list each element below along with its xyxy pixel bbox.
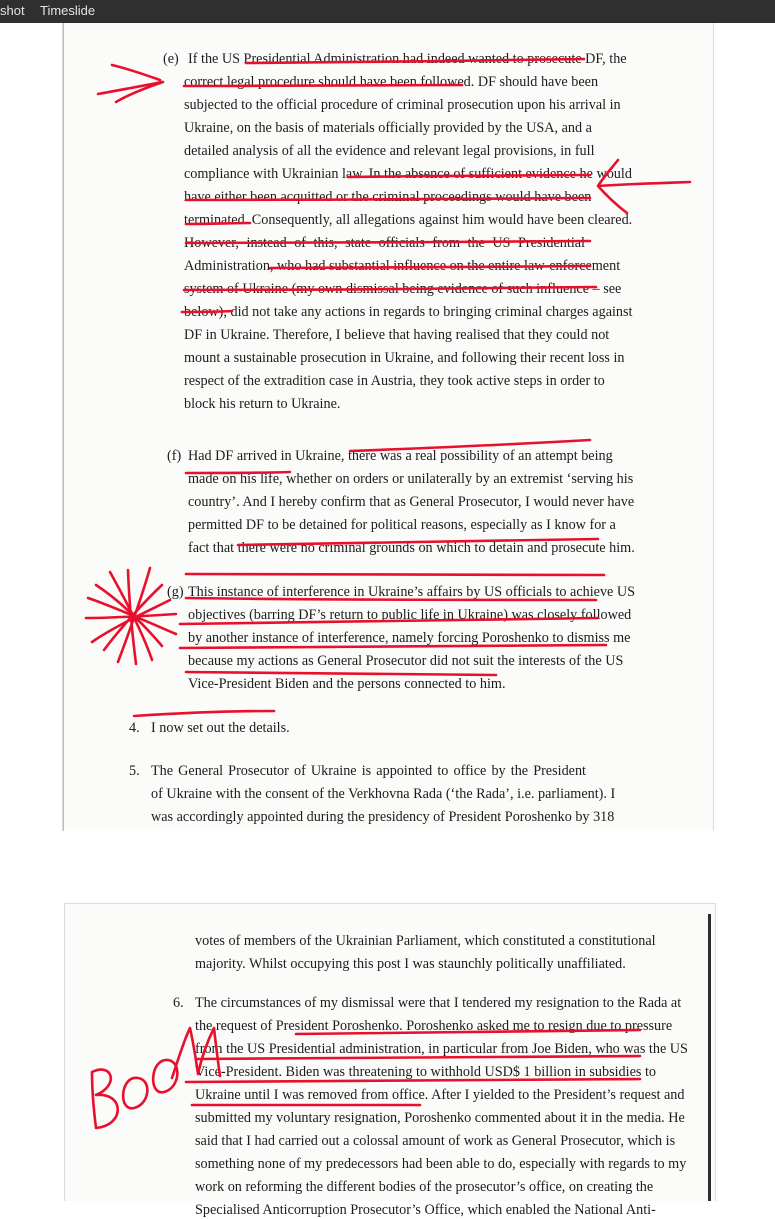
para-6-line-1: The circumstances of my dismissal were that I tendered my resignation to the Rada at [195, 995, 682, 1011]
para-5-line-1: The General Prosecutor of Ukraine is appointed to office by the President [151, 763, 586, 779]
para-e-line-1: If the US Presidential Administration had indeed wanted to prosecute DF, the [188, 51, 627, 67]
para-g-line-2: objectives (barring DF’s return to public life in Ukraine) was closely followed [188, 607, 632, 623]
para-e-line-16: block his return to Ukraine. [184, 396, 341, 412]
para-e-line-9: However, instead of this, state officials from the US Presidential [184, 235, 585, 251]
para-4-number: 4. [129, 720, 140, 736]
para-5-number: 5. [129, 763, 140, 779]
para-e-line-11: system of Ukraine (my own dismissal being evidence of such influence – see [184, 281, 622, 297]
menu-tab-timeslide[interactable]: Timeslide [40, 3, 96, 18]
para-g-line-3: by another instance of interference, namely forcing Poroshenko to dismiss me [188, 630, 631, 646]
para-6-line-4: Vice-President. Biden was threatening to withhold USD$ 1 billion in subsidies to [195, 1064, 656, 1080]
para-6-line-7: said that I had carried out a colossal amount of work as General Prosecutor, which is [195, 1133, 676, 1149]
page2-cont-line-1: votes of members of the Ukrainian Parliament, which constituted a constitutional [195, 933, 656, 949]
para-6-line-10: Specialised Anticorruption Prosecutor’s Office, which enabled the National Anti- [195, 1202, 656, 1218]
para-6-line-6: submitted my voluntary resignation, Poroshenko commented about it in the media. He [195, 1110, 685, 1126]
para-f-line-1: Had DF arrived in Ukraine, there was a real possibility of an attempt being [188, 448, 613, 464]
para-5-line-2: of Ukraine with the consent of the Verkhovna Rada (‘the Rada’, i.e. parliament). I [151, 786, 616, 802]
para-f-label: (f) [167, 448, 182, 464]
para-f-line-3: country’. And I hereby confirm that as General Prosecutor, I would never have [188, 494, 635, 510]
para-f-line-4: permitted DF to be detained for political reasons, especially as I know for a [188, 517, 616, 533]
para-e-line-2: correct legal procedure should have been followed. DF should have been [184, 74, 599, 90]
para-e-line-6: compliance with Ukrainian law. In the absence of sufficient evidence he would [184, 166, 632, 182]
para-e-label: (e) [163, 51, 179, 67]
para-e-line-8: terminated. Consequently, all allegations against him would have been cleared. [184, 212, 633, 228]
para-e-line-3: subjected to the official procedure of criminal prosecution upon his arrival in [184, 97, 621, 113]
scan-edge [63, 23, 64, 831]
document-page-1 [62, 23, 714, 832]
para-g-line-4: because my actions as General Prosecutor did not suit the interests of the US [188, 653, 624, 669]
viewer-toolbar [0, 0, 775, 23]
para-e-line-5: detailed analysis of all the evidence and relevant legal provisions, in full [184, 143, 595, 159]
para-f-line-5: fact that there were no criminal grounds on which to detain and prosecute him. [188, 540, 635, 556]
para-e-line-7: have either been acquitted or the criminal proceedings would have been [184, 189, 592, 205]
page2-cont-line-2: majority. Whilst occupying this post I was staunchly politically unaffiliated. [195, 956, 626, 972]
menu-tab-shot[interactable]: shot [0, 3, 25, 18]
para-g-label: (g) [167, 584, 184, 600]
para-5-line-3: was accordingly appointed during the presidency of President Poroshenko by 318 [151, 809, 615, 825]
para-e-line-15: respect of the extradition case in Austria, they took active steps in order to [184, 373, 605, 389]
para-6-line-2: the request of President Poroshenko. Poroshenko asked me to resign due to pressure [195, 1018, 673, 1034]
document-page-2 [64, 903, 716, 1218]
binding-edge [708, 914, 711, 1201]
para-e-line-14: mount a sustainable prosecution in Ukraine, and following their recent loss in [184, 350, 625, 366]
para-e-line-13: DF in Ukraine. Therefore, I believe that having realised that they could not [184, 327, 610, 343]
para-6-line-8: something none of my predecessors had been able to do, especially with regards to my [195, 1156, 687, 1172]
para-6-line-5: Ukraine until I was removed from office. After I yielded to the President’s request and [195, 1087, 685, 1103]
para-f-line-2: made on his life, whether on orders or unilaterally by an extremist ‘serving his [188, 471, 634, 487]
para-g-line-5: Vice-President Biden and the persons connected to him. [188, 676, 506, 692]
para-g-line-1: This instance of interference in Ukraine’s affairs by US officials to achieve US [188, 584, 636, 600]
para-e-line-12: below), did not take any actions in regards to bringing criminal charges against [184, 304, 633, 320]
para-e-line-10: Administration, who had substantial influence on the entire law-enforcement [184, 258, 621, 274]
para-e-line-4: Ukraine, on the basis of materials officially provided by the USA, and a [184, 120, 592, 136]
page-gap [0, 831, 775, 903]
para-6-line-3: from the US Presidential administration, in particular from Joe Biden, who was the US [195, 1041, 688, 1057]
para-4-text: I now set out the details. [151, 720, 290, 736]
para-6-line-9: work on reforming the different bodies of the prosecutor’s office, on creating the [195, 1179, 654, 1195]
para-6-number: 6. [173, 995, 184, 1011]
